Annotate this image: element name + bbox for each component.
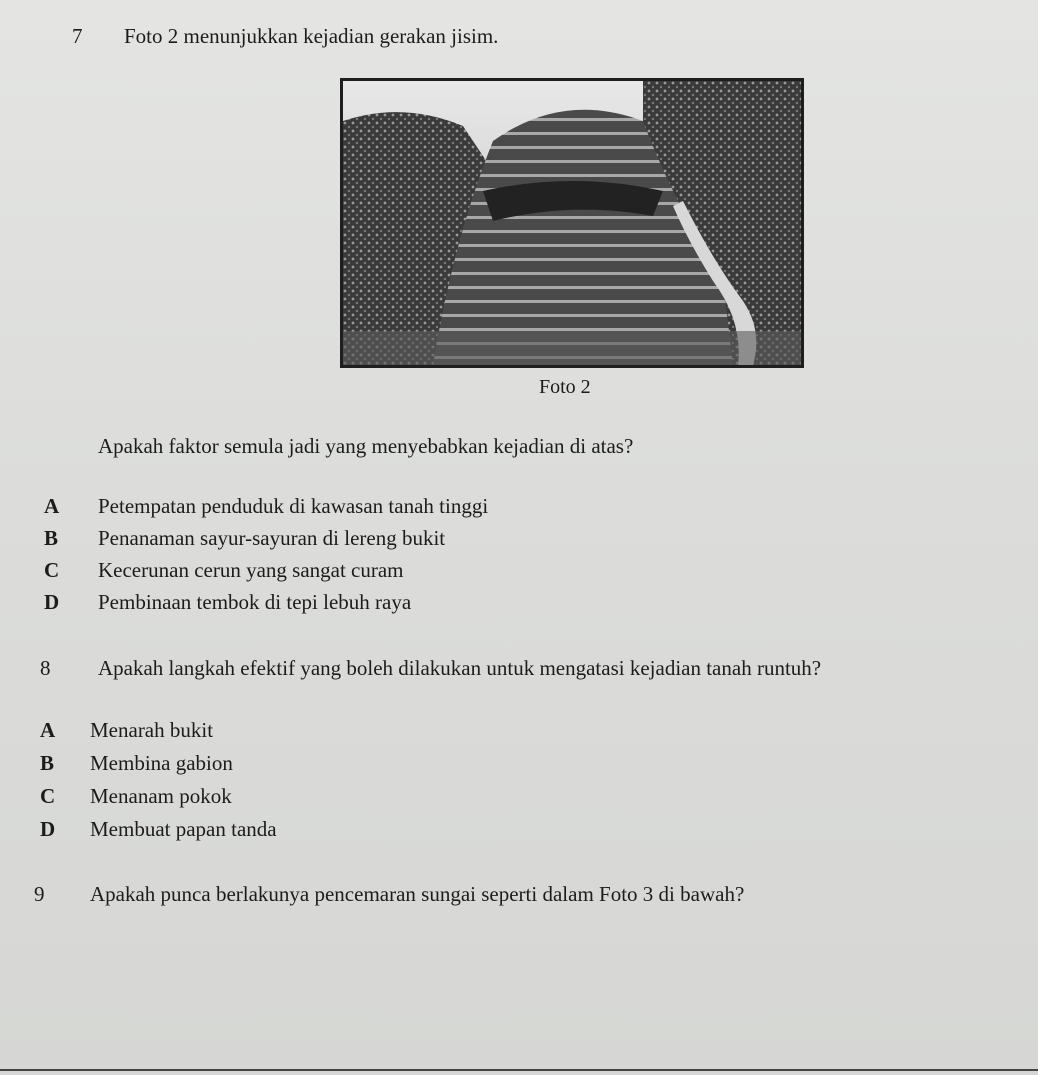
q8-option-a-letter: A [40,718,56,742]
q7-option-a-text: Petempatan penduduk di kawasan tanah tinggi [98,494,489,518]
q7-option-c-letter: C [44,558,60,582]
q8-number: 8 [40,656,51,680]
page-bottom-edge [0,1069,1038,1071]
q7-question: Apakah faktor semula jadi yang menyebabkan kejadian di atas? [98,434,634,458]
q7-stem: Foto 2 menunjukkan kejadian gerakan jisim. [124,24,499,48]
q7-option-c-text: Kecerunan cerun yang sangat curam [98,558,404,582]
q8-stem: Apakah langkah efektif yang boleh dilakukan untuk mengatasi kejadian tanah runtuh? [98,656,822,680]
q8-option-d-text: Membuat papan tanda [90,817,277,841]
q7-option-b-letter: B [44,526,59,550]
q8-option-d-letter: D [40,817,56,841]
q8-option-a-text: Menarah bukit [90,718,214,742]
q7-option-b-text: Penanaman sayur-sayuran di lereng bukit [98,526,446,550]
landslide-photo [340,78,804,368]
q8-option-c-text: Menanam pokok [90,784,232,808]
q7-option-d-text: Pembinaan tembok di tepi lebuh raya [98,590,412,614]
photo-caption: Foto 2 [539,376,591,398]
landslide-photo-image [343,81,801,365]
q7-option-a-letter: A [44,494,60,518]
q7-number: 7 [72,24,83,48]
q9-stem: Apakah punca berlakunya pencemaran sungai seperti dalam Foto 3 di bawah? [90,882,745,906]
q8-option-c-letter: C [40,784,56,808]
q8-option-b-text: Membina gabion [90,751,233,775]
q7-option-d-letter: D [44,590,60,614]
q9-number: 9 [34,882,45,906]
q8-option-b-letter: B [40,751,55,775]
